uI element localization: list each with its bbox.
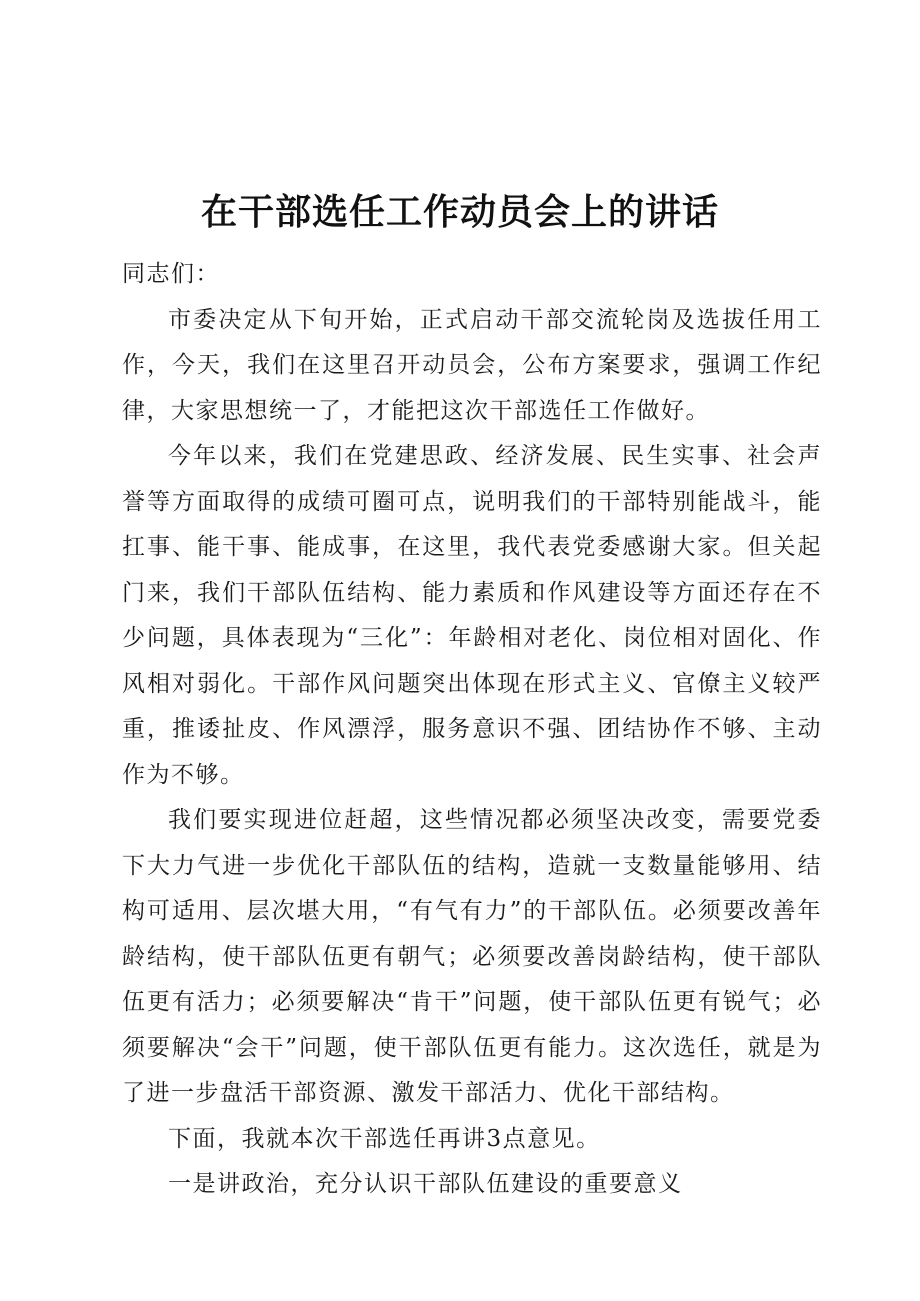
section-heading-one: 一是讲政治，充分认识干部队伍建设的重要意义 [168, 1171, 683, 1197]
salutation: 同志们： [122, 261, 220, 287]
paragraph-achievements-problems: 今年以来，我们在党建思政、经济发展、民生实事、社会声誉等方面取得的成绩可圈可点，说明我们的干部特别能战斗，能扛事、能干事、能成事，在这里，我代表党委感谢大家。但关起门来，我们干部队伍结构、能力素质和作风建设等方面还存在不少问题，具体表现为“三化”：年龄相对老化、岗位相对固化、作风相对弱化。干部作风问题突出体现在形式主义、官僚主义较严重，推诿扯皮、作风漂浮，服务意识不强、团结协作不够、主动作为不够。 [122, 443, 822, 788]
speech-body [122, 252, 822, 1208]
page-title: 在干部选任工作动员会上的讲话 [200, 192, 719, 234]
paragraph-optimization: 我们要实现进位赶超，这些情况都必须坚决改变，需要党委下大力气进一步优化干部队伍的结构，造就一支数量能够用、结构可适用、层次堪大用，“有气有力”的干部队伍。必须要改善年龄结构，使干部队伍更有朝气；必须要改善岗龄结构，使干部队伍更有活力；必须要解决“肯干”问题，使干部队伍更有锐气；必须要解决“会干”问题，使干部队伍更有能力。这次选任，就是为了进一步盘活干部资源、激发干部活力、优化干部结构。 [122, 807, 822, 1106]
paragraph-three-points: 下面，我就本次干部选任再讲3点意见。 [168, 1125, 601, 1152]
paragraph-intro: 市委决定从下旬开始，正式启动干部交流轮岗及选拔任用工作，今天，我们在这里召开动员会，公布方案要求，强调工作纪律，大家思想统一了，才能把这次干部选任工作做好。 [122, 306, 822, 424]
